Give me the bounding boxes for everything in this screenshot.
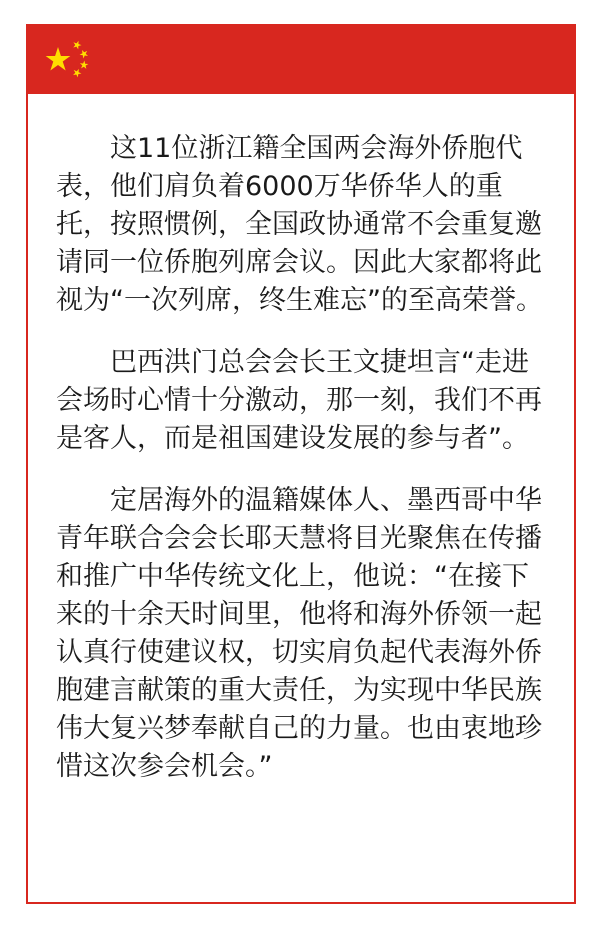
paragraph-3 xyxy=(56,482,548,786)
text-line: 和推广中华传统文化上，他说：“在接下 xyxy=(56,561,529,592)
text-line: 认真行使建议权，切实肩负起代表海外侨 xyxy=(56,637,542,668)
text-line: 胞建言献策的重大责任，为实现中华民族 xyxy=(56,675,542,706)
text-line: 这11位浙江籍全国两会海外侨胞代 xyxy=(110,133,523,164)
text-line: 视为“一次列席，终生难忘”的至高荣誉。 xyxy=(56,285,543,316)
text-line: 惜这次参会机会。” xyxy=(56,751,273,782)
text-line: 是客人，而是祖国建设发展的参与者”。 xyxy=(56,423,529,454)
text-line: 托，按照惯例，全国政协通常不会重复邀 xyxy=(56,209,542,240)
text-line: 定居海外的温籍媒体人、墨西哥中华 xyxy=(110,485,542,516)
text-line: 伟大复兴梦奉献自己的力量。也由衷地珍 xyxy=(56,713,542,744)
paragraph-2 xyxy=(56,344,548,458)
text-line: 表，他们肩负着6000万华侨华人的重 xyxy=(56,171,503,202)
article-body xyxy=(56,130,548,810)
china-flag-stars-icon xyxy=(42,36,102,86)
text-line: 青年联合会会长耶天慧将目光聚焦在传播 xyxy=(56,523,542,554)
text-line: 来的十余天时间里，他将和海外侨领一起 xyxy=(56,599,542,630)
header-banner xyxy=(28,26,574,94)
text-line: 请同一位侨胞列席会议。因此大家都将此 xyxy=(56,247,542,278)
paragraph-1 xyxy=(56,130,548,320)
text-line: 会场时心情十分激动，那一刻，我们不再 xyxy=(56,385,542,416)
text-line: 巴西洪门总会会长王文捷坦言“走进 xyxy=(110,347,529,378)
article-card xyxy=(26,24,576,904)
